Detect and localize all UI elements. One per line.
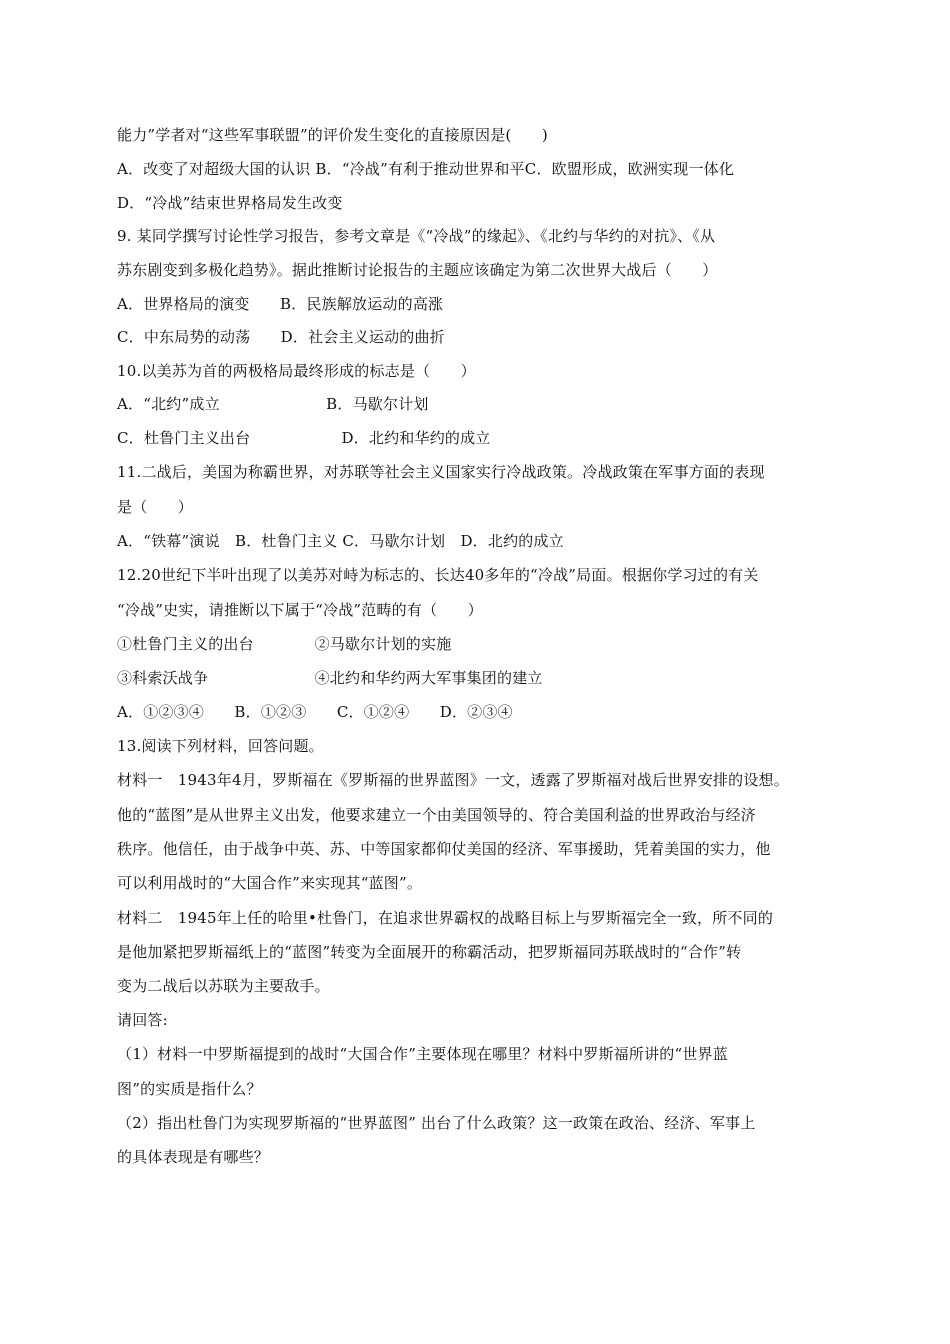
text-line: ③科索沃战争 ④北约和华约两大军事集团的建立 (117, 669, 543, 687)
text-line: 10.以美苏为首的两极格局最终形成的标志是（ ） (117, 362, 476, 380)
text-line: 材料一 1943年4月，罗斯福在《罗斯福的世界蓝图》一文，透露了罗斯福对战后世界安排的设想。 (117, 771, 789, 789)
text-line: A．改变了对超级大国的认识 B．“冷战”有利于推动世界和平C．欧盟形成，欧洲实现一体化 (117, 160, 735, 178)
text-line: D．“冷战”结束世界格局发生改变 (117, 194, 343, 212)
text-line: 12.20世纪下半叶出现了以美苏对峙为标志的、长达40多年的“冷战”局面。根据你学习过的有关 (117, 566, 759, 584)
text-line: 图”的实质是指什么？ (117, 1080, 262, 1098)
text-line: C．杜鲁门主义出台 D．北约和华约的成立 (117, 429, 491, 447)
text-line: 11.二战后，美国为称霸世界，对苏联等社会主义国家实行冷战政策。冷战政策在军事方面的表现 (117, 463, 765, 481)
text-line: 是（ ） (117, 498, 194, 516)
text-line: 变为二战后以苏联为主要敌手。 (117, 977, 330, 995)
text-line: 的具体表现是有哪些？ (117, 1148, 270, 1166)
text-line: （1）材料一中罗斯福提到的战时“大国合作”主要体现在哪里？材料中罗斯福所讲的“世界蓝 (117, 1045, 728, 1063)
text-line: 可以利用战时的“大国合作”来实现其“蓝图”。 (117, 874, 423, 892)
text-line: 他的“蓝图”是从世界主义出发，他要求建立一个由美国领导的、符合美国利益的世界政治与经济 (117, 806, 756, 824)
text-line: ①杜鲁门主义的出台 ②马歇尔计划的实施 (117, 635, 452, 653)
text-line: A．①②③④ B．①②③ C．①②④ D．②③④ (117, 703, 513, 721)
text-line: 能力”学者对“这些军事联盟”的评价发生变化的直接原因是( ) (117, 126, 548, 144)
text-line: 秩序。他信任，由于战争中英、苏、中等国家都仰仗美国的经济、军事援助，凭着美国的实力，他 (117, 840, 771, 858)
text-line: A．“北约”成立 B．马歇尔计划 (117, 395, 429, 413)
text-line: A．世界格局的演变 B．民族解放运动的高涨 (117, 295, 444, 313)
text-line: 是他加紧把罗斯福纸上的“蓝图”转变为全面展开的称霸活动，把罗斯福同苏联战时的“合作”转 (117, 943, 742, 961)
text-line: 请回答: (117, 1011, 168, 1029)
text-line: 9. 某同学撰写讨论性学习报告，参考文章是《“冷战”的缘起》、《北约与华约的对抗》、《从 (117, 227, 716, 245)
text-line: 13.阅读下列材料，回答问题。 (117, 737, 324, 755)
text-line: 材料二 1945年上任的哈里•杜鲁门，在追求世界霸权的战略目标上与罗斯福完全一致，所不同的 (117, 909, 774, 927)
text-line: “冷战”史实，请推断以下属于“冷战”范畴的有（ ） (117, 601, 483, 619)
text-line: C．中东局势的动荡 D．社会主义运动的曲折 (117, 328, 445, 346)
text-line: 苏东剧变到多极化趋势》。据此推断讨论报告的主题应该确定为第二次世界大战后（ ） (117, 261, 718, 279)
text-line: （2）指出杜鲁门为实现罗斯福的“世界蓝图” 出台了什么政策？这一政策在政治、经济、军事上 (117, 1114, 756, 1132)
text-line: A．“铁幕”演说 B．杜鲁门主义 C．马歇尔计划 D．北约的成立 (117, 532, 564, 550)
